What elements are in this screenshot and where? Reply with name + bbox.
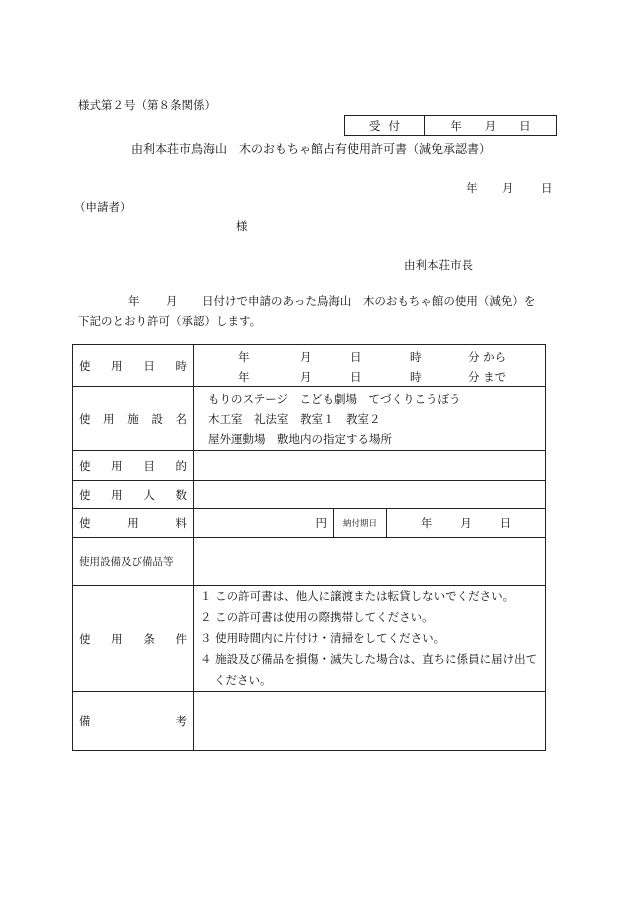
issuer-name: 由利本荘市長 [404,258,473,272]
facility-line-3: 屋外運動場 敷地内の指定する場所 [208,431,392,446]
remarks-field[interactable] [194,692,546,751]
equipment-field[interactable] [194,538,546,586]
row-remarks [73,692,546,751]
fee-yen: 円 [194,509,334,537]
row-datetime [73,345,546,387]
purpose-field[interactable] [194,451,546,481]
row-facility [73,387,546,451]
issue-date-month: 月 [502,181,514,195]
issue-date-year: 年 [466,181,478,195]
fee-due-label: 納付期日 [334,509,387,537]
reception-box [344,115,557,136]
permit-table [72,344,546,751]
condition-item-1: １ この許可書は、他人に譲渡または転貸しないでください。 [200,589,515,603]
row-count [73,481,546,509]
facility-line-2: 木工室 礼法室 教室１ 教室２ [208,411,381,426]
conditions-list [194,586,546,692]
facility-line-1: もりのステージ こども劇場 てづくりこうぼう [208,391,461,406]
condition-item-3: ３ 使用時間内に片付け・清掃をしてください。 [200,631,446,645]
fee-value [194,509,546,538]
condition-item-2: ２ この許可書は使用の際携帯してください。 [200,610,434,624]
condition-item-4: ４ 施設及び備品を損傷・滅失した場合は、直ちに係員に届け出て [200,652,538,666]
reception-month: 月 [484,118,497,133]
body-text-1: 日付けで申請のあった鳥海山 木のおもちゃ館の使用（減免）を [202,294,536,308]
label-remarks: 備 考 [73,692,194,751]
reception-label-2: 付 [388,118,400,133]
honorific: 様 [236,219,248,233]
label-conditions: 使 用 条 件 [73,586,194,692]
form-number: 様式第２号（第８条関係） [78,98,216,112]
label-datetime: 使 用 日 時 [73,345,194,387]
issue-date-day: 日 [541,181,553,195]
body-year: 年 [128,294,140,308]
facility-list [194,387,546,451]
reception-day: 日 [519,118,531,133]
label-purpose: 使 用 目 的 [73,451,194,481]
applicant-label: （申請者） [74,200,132,214]
label-fee: 使 用 料 [73,509,194,538]
label-count: 使 用 人 数 [73,481,194,509]
label-equipment: 使用設備及び備品等 [73,538,194,586]
datetime-from: 年 月 日 時 分 から [238,349,507,364]
reception-year: 年 [450,118,462,133]
reception-label-1: 受 [369,118,381,133]
row-purpose [73,451,546,481]
fee-due-date: 年 月 日 [420,516,512,530]
datetime-value [194,345,546,387]
document-title: 由利本荘市鳥海山 木のおもちゃ館占有使用許可書（減免承認書） [131,142,492,156]
body-text-2: 下記のとおり許可（承認）します。 [78,314,262,328]
row-fee [73,509,546,538]
row-equipment [73,538,546,586]
condition-item-4-cont: ください。 [214,673,272,687]
row-conditions [73,586,546,692]
label-facility: 使 用 施 設 名 [73,387,194,451]
count-field[interactable] [194,481,546,509]
datetime-to: 年 月 日 時 分 まで [238,369,507,384]
body-month: 月 [166,294,178,308]
